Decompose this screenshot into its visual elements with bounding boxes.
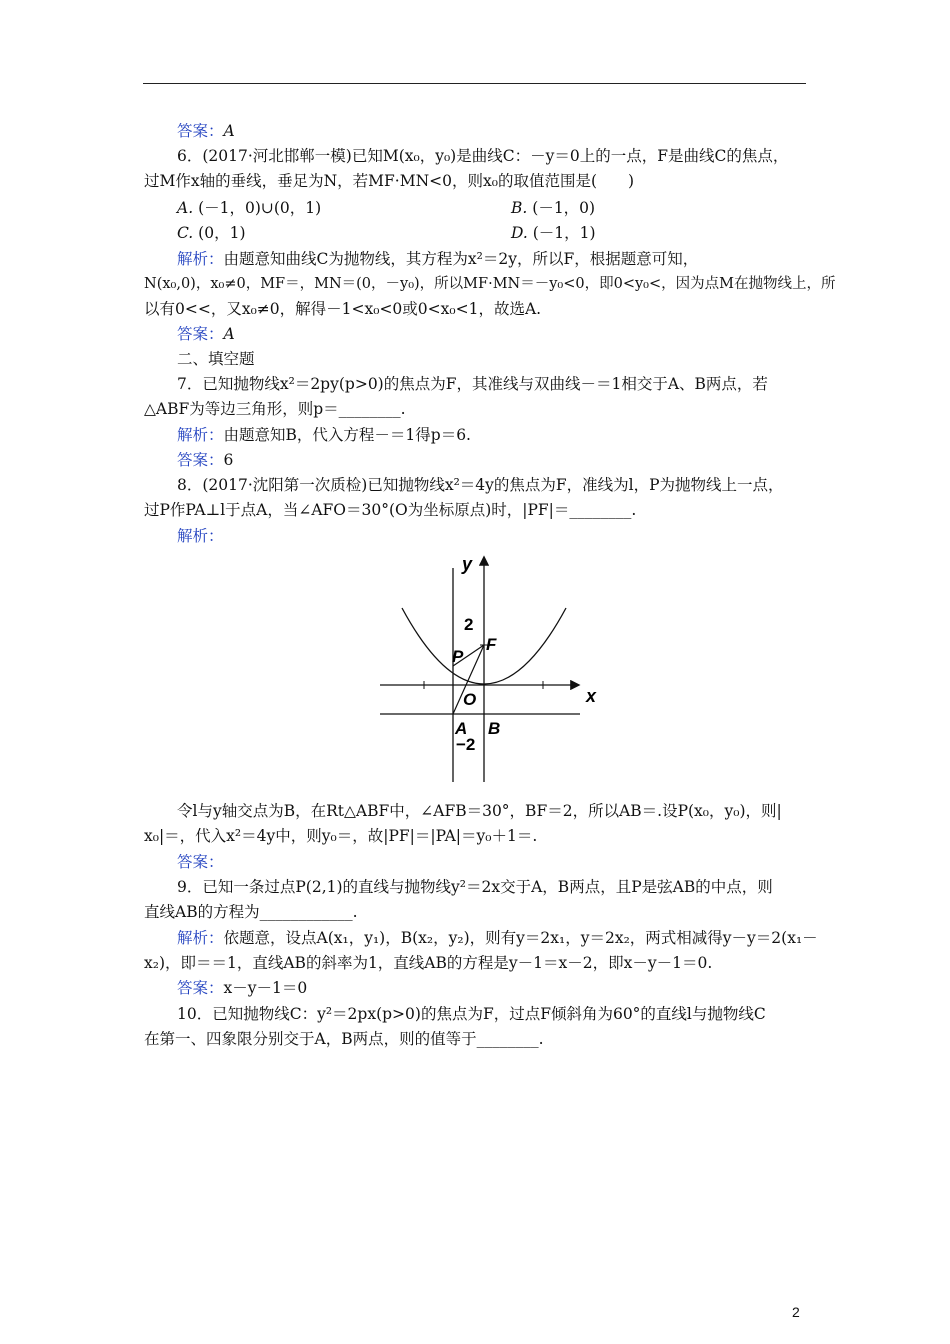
- point-b-label: B: [488, 719, 501, 738]
- q7-solution: [177, 425, 471, 445]
- solution-label: 解析：: [177, 527, 224, 545]
- option-text: (－1，1): [532, 224, 596, 242]
- q6-solution-line1: [177, 249, 698, 269]
- option-letter: B.: [511, 199, 528, 217]
- x-axis-label: x: [586, 686, 597, 706]
- q10-line2: 在第一、四象限分别交于A，B两点，则的值等于________.: [144, 1030, 544, 1048]
- answer-label: 答案：: [177, 122, 224, 140]
- answer-8-line: [177, 852, 224, 872]
- tick-label-neg2: −2: [456, 735, 476, 754]
- q6-line2: 过M作x轴的垂线，垂足为N，若MF·MN<0，则x₀的取值范围是( ): [144, 172, 635, 190]
- option-text: (－1，0)∪(0，1): [198, 199, 322, 217]
- answer-value: 6: [223, 451, 234, 469]
- answer-label: 答案：: [177, 325, 224, 343]
- option-text: (0，1): [198, 224, 246, 242]
- q6-option-d: [511, 223, 596, 243]
- q9-solution-line2: x₂)，即＝＝1，直线AB的斜率为1，直线AB的方程是y－1＝x－2，即x－y－1＝0.: [144, 954, 713, 972]
- q6-solution-line3: 以有0<<，又x₀≠0，解得－1<x₀<0或0<x₀<1，故选A.: [144, 300, 542, 318]
- solution-text: 由题意知曲线C为抛物线，其方程为x²＝2y，所以F，根据题意可知，: [223, 250, 699, 268]
- solution-text: 由题意知B，代入方程－＝1得p＝6.: [223, 426, 471, 444]
- q6-solution-line2: N(x₀,0)，x₀≠0，MF＝，MN＝(0，－y₀)，所以MF·MN＝－y₀<0，即0<y₀<，因为点M在抛物线上，所: [144, 276, 836, 292]
- section-fill-in: 二、填空题: [177, 350, 255, 368]
- option-letter: D.: [511, 224, 528, 242]
- answer-label: 答案：: [177, 853, 224, 871]
- answer-value: A: [223, 122, 235, 140]
- answer-9-line: [177, 978, 307, 998]
- page-number: 2: [792, 1304, 800, 1320]
- answer-label: 答案：: [177, 451, 224, 469]
- q9-line1: 9．已知一条过点P(2,1)的直线与抛物线y²＝2x交于A，B两点，且P是弦AB的中点，则: [177, 878, 773, 896]
- q8-line2: 过P作PA⊥l于点A，当∠AFO＝30°(O为坐标原点)时，|PF|＝________.: [144, 501, 637, 519]
- point-f-label: F: [486, 635, 497, 654]
- q9-line2: 直线AB的方程为____________.: [144, 903, 358, 921]
- solution-label: 解析：: [177, 250, 224, 268]
- solution-label: 解析：: [177, 426, 224, 444]
- parabola-figure: [370, 550, 610, 788]
- answer-7-line: [177, 450, 233, 470]
- solution-label: 解析：: [177, 929, 224, 947]
- point-a-label: A: [455, 719, 468, 738]
- q9-solution-line1: [177, 928, 818, 948]
- q7-line1: 7．已知抛物线x²＝2py(p>0)的焦点为F，其准线与双曲线－＝1相交于A、B两点，若: [177, 375, 768, 393]
- tick-label-2: 2: [464, 615, 474, 634]
- option-letter: C.: [177, 224, 194, 242]
- answer-5-line: [177, 121, 235, 141]
- q8-explain-line2: x₀|＝，代入x²＝4y中，则y₀＝，故|PF|＝|PA|＝y₀＋1＝.: [144, 827, 538, 845]
- option-letter: A.: [177, 199, 194, 217]
- point-p-label: P: [452, 647, 464, 666]
- answer-value: A: [223, 325, 235, 343]
- q8-line1: 8．(2017·沈阳第一次质检)已知抛物线x²＝4y的焦点为F，准线为l，P为抛物线上一点，: [177, 476, 784, 494]
- header-rule: [143, 83, 806, 84]
- option-text: (－1，0): [532, 199, 596, 217]
- answer-value: x－y－1＝0: [223, 979, 308, 997]
- solution-text: 依题意，设点A(x₁，y₁)，B(x₂，y₂)，则有y＝2x₁，y＝2x₂，两式相减得y－y＝2(x₁－: [223, 929, 818, 947]
- q8-explain-line1: 令l与y轴交点为B，在Rt△ABF中，∠AFB＝30°，BF＝2，所以AB＝.设P(x₀，y₀)，则|: [177, 802, 782, 820]
- answer-6-line: [177, 324, 235, 344]
- q7-line2: △ABF为等边三角形，则p＝________.: [144, 400, 406, 418]
- q8-solution-label: [177, 526, 224, 546]
- q10-line1: 10．已知抛物线C：y²＝2px(p>0)的焦点为F，过点F倾斜角为60°的直线l与抛物线C: [177, 1005, 766, 1023]
- q6-option-c: [177, 223, 246, 243]
- point-o-label: O: [463, 690, 477, 709]
- answer-label: 答案：: [177, 979, 224, 997]
- q6-line1: 6．(2017·河北邯郸一模)已知M(x₀，y₀)是曲线C：－y＝0上的一点，F是曲线C的焦点，: [177, 147, 789, 165]
- q6-option-b: [511, 198, 595, 218]
- q6-option-a: [177, 198, 321, 218]
- y-axis-label: y: [462, 554, 473, 574]
